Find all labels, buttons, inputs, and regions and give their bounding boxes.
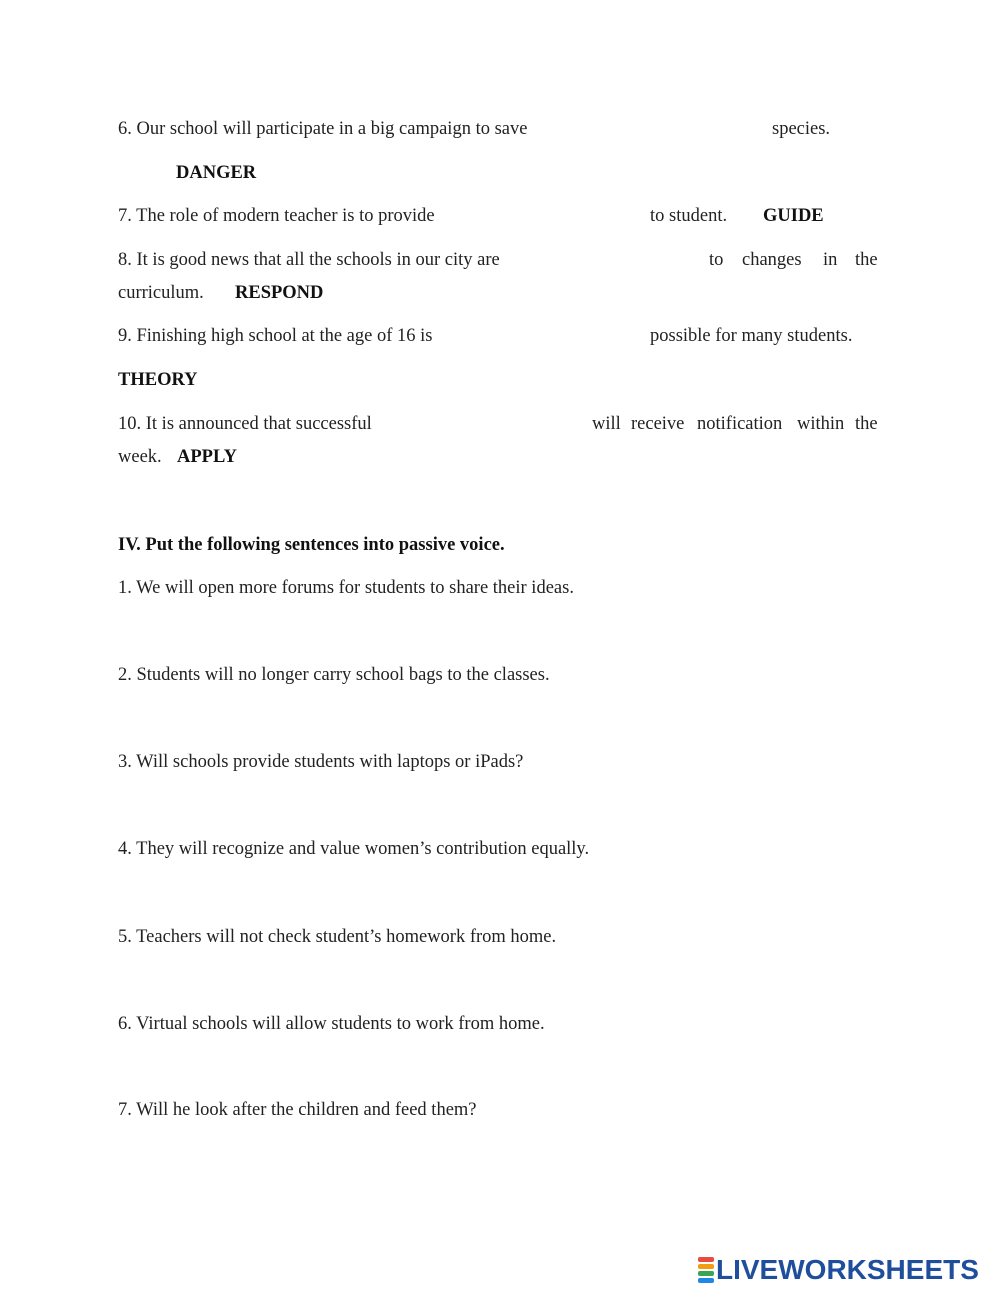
passive-sentence: 2. Students will no longer carry school bags to the classes. xyxy=(118,665,550,685)
q8-after-word: changes xyxy=(742,250,802,270)
q7-keyword: GUIDE xyxy=(763,206,824,226)
q8-after-word: to xyxy=(709,250,724,270)
q6-text-before: 6. Our school will participate in a big campaign to save xyxy=(118,119,528,139)
passive-sentence: 1. We will open more forums for students to share their ideas. xyxy=(118,578,574,598)
q10-keyword: APPLY xyxy=(177,447,237,467)
logo-block xyxy=(698,1278,714,1283)
q10-after-word: the xyxy=(855,414,878,434)
q9-text-after: possible for many students. xyxy=(650,326,853,346)
q8-line2: curriculum. xyxy=(118,283,204,303)
passive-sentence: 7. Will he look after the children and feed them? xyxy=(118,1100,477,1120)
q10-after-word: will xyxy=(592,414,621,434)
q8-keyword: RESPOND xyxy=(235,283,324,303)
passive-sentence: 3. Will schools provide students with laptops or iPads? xyxy=(118,752,524,772)
q10-after-word: within xyxy=(797,414,845,434)
q7-text-after: to student. xyxy=(650,206,728,226)
q7-text-before: 7. The role of modern teacher is to provide xyxy=(118,206,435,226)
logo-block xyxy=(698,1264,714,1269)
q9-text-before: 9. Finishing high school at the age of 16 is xyxy=(118,326,433,346)
q10-after-word: notification xyxy=(697,414,783,434)
passive-sentence: 4. They will recognize and value women’s contribution equally. xyxy=(118,839,590,859)
q8-after-word: in xyxy=(823,250,838,270)
q6-keyword: DANGER xyxy=(176,163,257,183)
passive-sentence: 5. Teachers will not check student’s homework from home. xyxy=(118,927,557,947)
q8-text-before: 8. It is good news that all the schools in our city are xyxy=(118,250,500,270)
logo-text: LIVEWORKSHEETS xyxy=(716,1254,979,1285)
exercise-iv-heading: IV. Put the following sentences into passive voice. xyxy=(118,535,505,555)
logo-block xyxy=(698,1257,714,1262)
q8-after-word: the xyxy=(855,250,878,270)
q10-line2: week. xyxy=(118,447,162,467)
liveworksheets-logo-icon xyxy=(698,1256,714,1284)
q10-after-word: receive xyxy=(631,414,685,434)
liveworksheets-logo xyxy=(698,1256,979,1284)
q10-text-before: 10. It is announced that successful xyxy=(118,414,372,434)
passive-sentence: 6. Virtual schools will allow students to work from home. xyxy=(118,1014,545,1034)
q9-keyword: THEORY xyxy=(118,370,198,390)
q6-text-after: species. xyxy=(772,119,831,139)
logo-block xyxy=(698,1271,714,1276)
